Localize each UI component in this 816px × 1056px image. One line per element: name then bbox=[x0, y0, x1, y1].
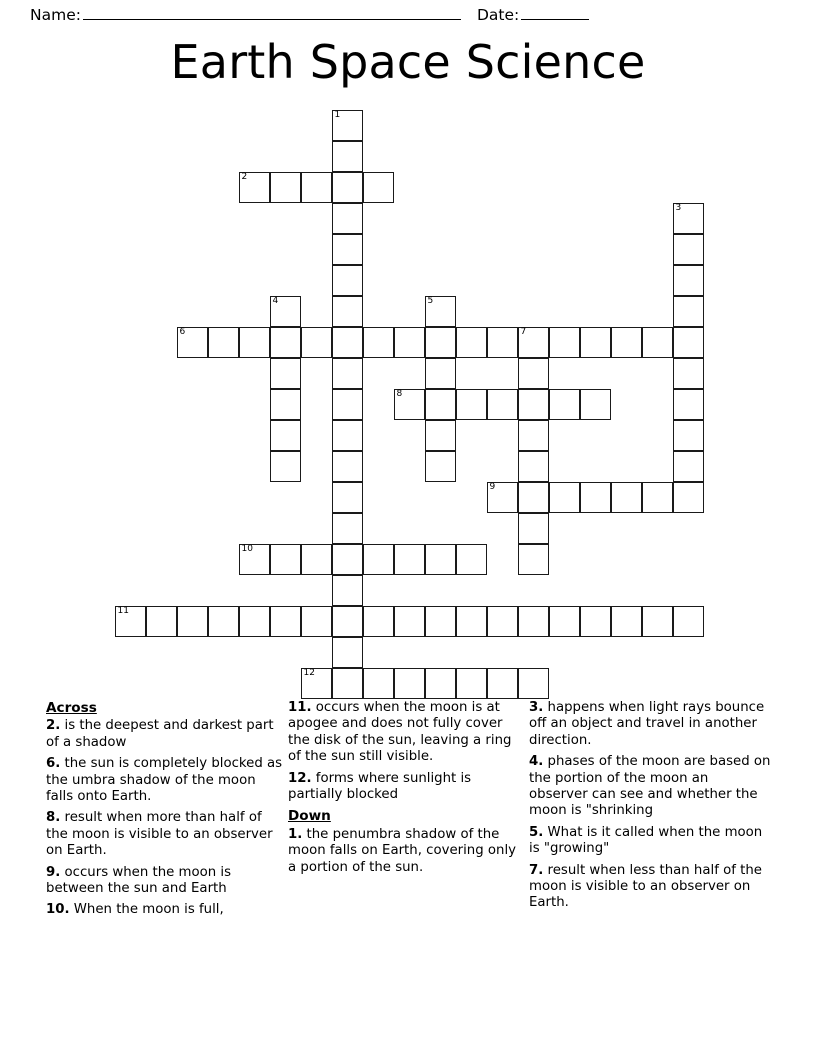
grid-cell[interactable] bbox=[332, 172, 363, 203]
grid-cell[interactable] bbox=[487, 482, 518, 513]
grid-cell[interactable] bbox=[301, 544, 332, 575]
grid-cell[interactable] bbox=[673, 265, 704, 296]
grid-cell[interactable] bbox=[270, 327, 301, 358]
grid-cell[interactable] bbox=[270, 172, 301, 203]
name-date-row bbox=[0, 0, 816, 28]
grid-cell[interactable] bbox=[363, 668, 394, 699]
grid-cell[interactable] bbox=[332, 141, 363, 172]
grid-cell[interactable] bbox=[487, 606, 518, 637]
grid-cell[interactable] bbox=[549, 327, 580, 358]
clue-item bbox=[288, 827, 524, 876]
grid-cell[interactable] bbox=[332, 265, 363, 296]
grid-cell[interactable] bbox=[456, 606, 487, 637]
grid-cell[interactable] bbox=[425, 389, 456, 420]
clue-text: occurs when the moon is at apogee and does not fully cover the disk of the sun, leaving a ring of the sun still visible. bbox=[288, 700, 512, 765]
grid-cell[interactable] bbox=[456, 327, 487, 358]
grid-cell-number: 12 bbox=[303, 668, 315, 678]
clue-text: forms where sunlight is partially blocked bbox=[288, 770, 472, 803]
grid-cell[interactable] bbox=[673, 234, 704, 265]
clues-section bbox=[0, 700, 816, 960]
grid-cell[interactable] bbox=[425, 327, 456, 358]
down-heading: Down bbox=[288, 808, 331, 825]
grid-cell-number: 6 bbox=[179, 327, 186, 337]
grid-cell[interactable] bbox=[239, 544, 270, 575]
grid-cell[interactable] bbox=[673, 389, 704, 420]
crossword-grid bbox=[115, 110, 705, 700]
grid-cell[interactable] bbox=[456, 389, 487, 420]
grid-cell[interactable] bbox=[301, 668, 332, 699]
clue-text: When the moon is full, bbox=[69, 902, 224, 918]
grid-cell[interactable] bbox=[673, 203, 704, 234]
grid-cell[interactable] bbox=[518, 544, 549, 575]
clue-item bbox=[529, 754, 771, 820]
grid-cell[interactable] bbox=[518, 606, 549, 637]
clue-number: 5. bbox=[529, 824, 544, 840]
grid-cell[interactable] bbox=[363, 327, 394, 358]
grid-cell[interactable] bbox=[270, 420, 301, 451]
grid-cell[interactable] bbox=[673, 327, 704, 358]
grid-cell[interactable] bbox=[642, 327, 673, 358]
grid-cell[interactable] bbox=[580, 606, 611, 637]
grid-cell[interactable] bbox=[425, 451, 456, 482]
date-write-line[interactable] bbox=[521, 19, 589, 20]
grid-cell-number: 10 bbox=[241, 544, 253, 554]
grid-cell[interactable] bbox=[208, 606, 239, 637]
grid-cell[interactable] bbox=[673, 296, 704, 327]
clue-text: result when less than half of the moon is visible to an observer on Earth. bbox=[529, 862, 762, 911]
grid-cell[interactable] bbox=[611, 482, 642, 513]
grid-cell[interactable] bbox=[363, 172, 394, 203]
grid-cell[interactable] bbox=[642, 606, 673, 637]
grid-cell[interactable] bbox=[332, 327, 363, 358]
grid-cell[interactable] bbox=[394, 544, 425, 575]
grid-cell[interactable] bbox=[673, 358, 704, 389]
grid-cell[interactable] bbox=[518, 668, 549, 699]
grid-cell[interactable] bbox=[394, 606, 425, 637]
grid-cell-number: 7 bbox=[520, 327, 527, 337]
grid-cell[interactable] bbox=[332, 637, 363, 668]
clue-text: happens when light rays bounce off an object and travel in another direction. bbox=[529, 700, 765, 748]
grid-cell[interactable] bbox=[394, 389, 425, 420]
grid-cell[interactable] bbox=[518, 513, 549, 544]
clue-item bbox=[529, 863, 771, 912]
grid-cell[interactable] bbox=[425, 668, 456, 699]
grid-cell[interactable] bbox=[673, 606, 704, 637]
grid-cell[interactable] bbox=[239, 606, 270, 637]
grid-cell[interactable] bbox=[332, 296, 363, 327]
grid-cell[interactable] bbox=[332, 110, 363, 141]
across-heading: Across bbox=[46, 700, 97, 716]
name-label: Name: bbox=[30, 6, 81, 24]
grid-cell-number: 4 bbox=[272, 296, 279, 306]
grid-cell[interactable] bbox=[518, 327, 549, 358]
grid-cell[interactable] bbox=[332, 575, 363, 606]
grid-cell[interactable] bbox=[270, 296, 301, 327]
grid-cell[interactable] bbox=[642, 482, 673, 513]
grid-cell[interactable] bbox=[332, 668, 363, 699]
grid-cell[interactable] bbox=[518, 358, 549, 389]
grid-cell[interactable] bbox=[580, 327, 611, 358]
grid-cell[interactable] bbox=[208, 327, 239, 358]
grid-cell[interactable] bbox=[580, 482, 611, 513]
clue-number: 4. bbox=[529, 754, 544, 770]
grid-cell-number: 9 bbox=[489, 482, 496, 492]
grid-cell-number: 8 bbox=[396, 389, 403, 399]
grid-cell[interactable] bbox=[332, 606, 363, 637]
grid-cell[interactable] bbox=[425, 296, 456, 327]
clue-number: 7. bbox=[529, 862, 544, 878]
grid-cell[interactable] bbox=[425, 358, 456, 389]
grid-cell[interactable] bbox=[301, 327, 332, 358]
clue-number: 9. bbox=[46, 864, 61, 880]
grid-cell[interactable] bbox=[394, 668, 425, 699]
clue-column-1 bbox=[46, 700, 286, 924]
clue-text: the penumbra shadow of the moon falls on Earth, covering only a portion of the sun. bbox=[288, 826, 517, 875]
grid-cell-number: 11 bbox=[117, 606, 129, 616]
clue-number: 12. bbox=[288, 770, 312, 786]
grid-cell[interactable] bbox=[239, 172, 270, 203]
grid-cell[interactable] bbox=[301, 172, 332, 203]
grid-cell[interactable] bbox=[394, 327, 425, 358]
clue-item bbox=[46, 902, 286, 918]
grid-cell-number: 2 bbox=[241, 172, 248, 182]
grid-cell-number: 5 bbox=[427, 296, 434, 306]
name-write-line[interactable] bbox=[83, 19, 461, 20]
grid-cell[interactable] bbox=[611, 606, 642, 637]
grid-cell[interactable] bbox=[425, 420, 456, 451]
grid-cell[interactable] bbox=[177, 606, 208, 637]
clue-number: 6. bbox=[46, 756, 61, 772]
clue-item bbox=[288, 700, 524, 766]
grid-cell[interactable] bbox=[456, 668, 487, 699]
grid-cell[interactable] bbox=[673, 420, 704, 451]
clue-item bbox=[529, 825, 771, 858]
clue-number: 2. bbox=[46, 718, 61, 734]
grid-cell[interactable] bbox=[518, 482, 549, 513]
grid-cell[interactable] bbox=[673, 451, 704, 482]
grid-cell[interactable] bbox=[332, 420, 363, 451]
grid-cell[interactable] bbox=[270, 358, 301, 389]
grid-cell[interactable] bbox=[518, 420, 549, 451]
grid-cell[interactable] bbox=[332, 513, 363, 544]
clue-item bbox=[529, 700, 771, 749]
date-label: Date: bbox=[476, 6, 520, 24]
clue-text: is the deepest and darkest part of a shadow bbox=[46, 718, 274, 750]
grid-cell[interactable] bbox=[518, 451, 549, 482]
grid-cell[interactable] bbox=[487, 389, 518, 420]
grid-cell[interactable] bbox=[363, 606, 394, 637]
grid-cell[interactable] bbox=[425, 544, 456, 575]
clue-item bbox=[288, 771, 524, 804]
grid-cell[interactable] bbox=[270, 544, 301, 575]
grid-cell[interactable] bbox=[301, 606, 332, 637]
clue-item bbox=[46, 718, 286, 751]
clue-item bbox=[46, 810, 286, 859]
clue-item bbox=[46, 756, 286, 805]
clue-item bbox=[46, 865, 286, 898]
grid-cell[interactable] bbox=[580, 389, 611, 420]
grid-cell[interactable] bbox=[332, 358, 363, 389]
grid-cell[interactable] bbox=[363, 544, 394, 575]
clue-number: 1. bbox=[288, 826, 303, 842]
grid-cell[interactable] bbox=[332, 451, 363, 482]
clue-text: result when more than half of the moon is visible to an observer on Earth. bbox=[46, 810, 273, 859]
grid-cell-number: 1 bbox=[334, 110, 341, 120]
grid-cell[interactable] bbox=[270, 606, 301, 637]
clue-text: the sun is completely blocked as the umbra shadow of the moon falls onto Earth. bbox=[46, 756, 283, 805]
clue-column-3 bbox=[529, 700, 771, 917]
grid-cell[interactable] bbox=[332, 234, 363, 265]
grid-cell[interactable] bbox=[611, 327, 642, 358]
clue-number: 10. bbox=[46, 902, 70, 918]
grid-cell[interactable] bbox=[332, 482, 363, 513]
clue-number: 3. bbox=[529, 700, 544, 715]
grid-cell[interactable] bbox=[673, 482, 704, 513]
grid-cell[interactable] bbox=[270, 451, 301, 482]
grid-cell[interactable] bbox=[332, 203, 363, 234]
grid-cell[interactable] bbox=[487, 668, 518, 699]
grid-cell[interactable] bbox=[177, 327, 208, 358]
clue-text: What is it called when the moon is "growing" bbox=[529, 824, 763, 857]
clue-number: 8. bbox=[46, 810, 61, 826]
grid-cell[interactable] bbox=[332, 389, 363, 420]
grid-cell[interactable] bbox=[270, 389, 301, 420]
clue-text: occurs when the moon is between the sun and Earth bbox=[46, 864, 232, 897]
grid-cell[interactable] bbox=[549, 389, 580, 420]
clue-number: 11. bbox=[288, 700, 312, 715]
grid-cell-number: 3 bbox=[675, 203, 682, 213]
grid-cell[interactable] bbox=[115, 606, 146, 637]
page-title: Earth Space Science bbox=[170, 35, 646, 89]
clue-text: phases of the moon are based on the portion of the moon an observer can see and whether the moon is "shrinking bbox=[529, 754, 771, 819]
grid-cell[interactable] bbox=[518, 389, 549, 420]
clue-column-2 bbox=[288, 700, 524, 881]
grid-cell[interactable] bbox=[549, 606, 580, 637]
grid-cell[interactable] bbox=[146, 606, 177, 637]
grid-cell[interactable] bbox=[487, 327, 518, 358]
grid-cell[interactable] bbox=[239, 327, 270, 358]
grid-cell[interactable] bbox=[425, 606, 456, 637]
grid-cell[interactable] bbox=[549, 482, 580, 513]
grid-cell[interactable] bbox=[456, 544, 487, 575]
grid-cell[interactable] bbox=[332, 544, 363, 575]
